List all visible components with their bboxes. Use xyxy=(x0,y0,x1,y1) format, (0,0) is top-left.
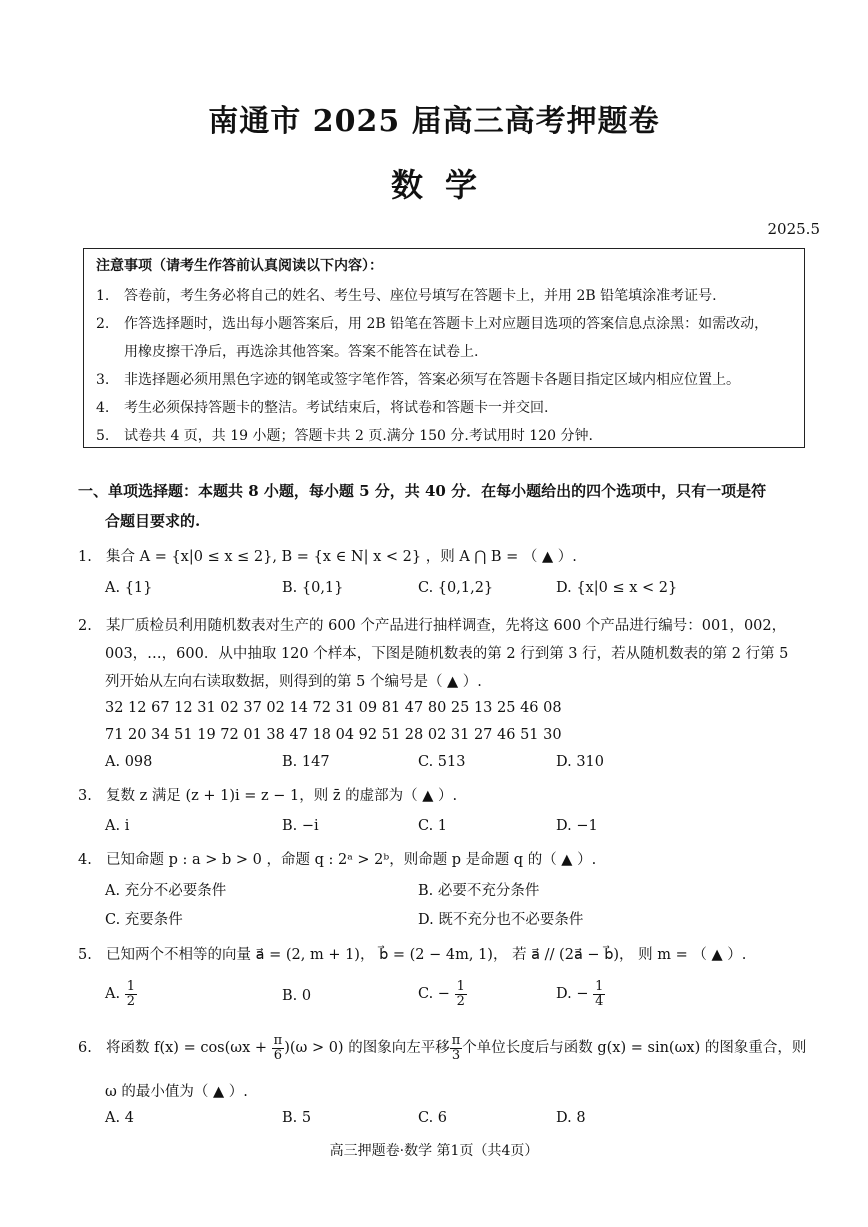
q3-option-b: B. −i xyxy=(282,818,319,834)
q2-option-d: D. 310 xyxy=(556,754,605,770)
q5-option-b: B. 0 xyxy=(282,988,312,1004)
q4-option-a: A. 充分不必要条件 xyxy=(105,883,227,899)
question-6-line: ω 的最小值为（ ▲ ）. xyxy=(105,1084,248,1100)
section-heading-cont: 合题目要求的. xyxy=(105,512,201,530)
page-footer: 高三押题卷·数学 第1页（共4页） xyxy=(329,1143,539,1159)
q6-option-d: D. 8 xyxy=(556,1110,586,1126)
section-heading: 一、单项选择题：本题共 8 小题，每小题 5 分，共 40 分．在每小题给出的四个选项中，只有一项是符 xyxy=(78,482,767,500)
notice-item: 1. 答卷前，考生务必将自己的姓名、考生号、座位号填写在答题卡上，并用 2B 铅笔填涂准考证号. xyxy=(96,288,717,304)
fraction: $\frac{\pi}{3}$ xyxy=(451,1033,461,1063)
fraction: $\frac{1}{2}$ xyxy=(126,979,135,1009)
random-table-row: 32 12 67 12 31 02 37 02 14 72 31 09 81 47 80 25 13 25 46 08 xyxy=(105,700,562,716)
notice-item: 4. 考生必须保持答题卡的整洁。考试结束后，将试卷和答题卡一并交回. xyxy=(96,400,549,416)
question-3: 3. 复数 z 满足 (z + 1)i = z − 1，则 z̄ 的虚部为（ ▲ ）. xyxy=(78,788,458,804)
exam-date: 2025.5 xyxy=(767,220,820,238)
q5-option-d: D. − $\frac{1}{4}$ xyxy=(556,979,604,1009)
notice-item: 3. 非选择题必须用黑色字迹的钢笔或签字笔作答，答案必须写在答题卡各题目指定区域内相应位置上。 xyxy=(96,372,740,388)
notice-item: 2. 作答选择题时，选出每小题答案后，用 2B 铅笔在答题卡上对应题目选项的答案信息点涂黑：如需改动， xyxy=(96,316,769,332)
q1-option-d: D. {x|0 ≤ x < 2} xyxy=(556,580,678,596)
q3-option-d: D. −1 xyxy=(556,818,598,834)
q4-option-b: B. 必要不充分条件 xyxy=(418,883,540,899)
page-title: 南通市 2025 届高三高考押题卷 xyxy=(208,104,660,139)
fraction: $\frac{\pi}{6}$ xyxy=(273,1033,283,1063)
q6-option-b: B. 5 xyxy=(282,1110,312,1126)
q3-option-c: C. 1 xyxy=(418,818,448,834)
q4-option-c: C. 充要条件 xyxy=(105,912,183,928)
random-table-row: 71 20 34 51 19 72 01 38 47 18 04 92 51 28 02 31 27 46 51 30 xyxy=(105,727,562,743)
q1-option-a: A. {1} xyxy=(105,580,153,596)
q3-option-a: A. i xyxy=(105,818,130,834)
q5-option-a: A. $\frac{1}{2}$ xyxy=(105,979,135,1009)
notice-heading: 注意事项（请考生作答前认真阅读以下内容）： xyxy=(96,258,383,274)
fraction: $\frac{1}{4}$ xyxy=(595,979,604,1009)
q1-option-b: B. {0,1} xyxy=(282,580,344,596)
q6-option-a: A. 4 xyxy=(105,1110,134,1126)
question-2-line: 列开始从左向右读取数据，则得到的第 5 个编号是（ ▲ ）. xyxy=(105,674,482,690)
question-6: 6. 将函数 f(x) = cos(ωx + $\frac{\pi}{6}$ )(ω > 0) 的图象向左平移 $\frac{\pi}{3}$ 个单位长度后与函数 g(x) = sin(ωx) 的图象重合，则 xyxy=(78,1033,807,1063)
notice-box xyxy=(83,248,805,448)
fraction: $\frac{1}{2}$ xyxy=(456,979,465,1009)
question-2: 2. 某厂质检员利用随机数表对生产的 600 个产品进行抽样调查，先将这 600 个产品进行编号：001，002， xyxy=(78,618,787,634)
q4-option-d: D. 既不充分也不必要条件 xyxy=(418,912,584,928)
q2-option-c: C. 513 xyxy=(418,754,466,770)
q5-option-c: C. − $\frac{1}{2}$ xyxy=(418,979,465,1009)
q6-option-c: C. 6 xyxy=(418,1110,448,1126)
notice-item: 5. 试卷共 4 页，共 19 小题；答题卡共 2 页.满分 150 分.考试用时 120 分钟. xyxy=(96,428,593,444)
q2-option-a: A. 098 xyxy=(105,754,153,770)
q2-option-b: B. 147 xyxy=(282,754,330,770)
question-5: 5. 已知两个不相等的向量 a⃗ = (2, m + 1)， b⃗ = (2 − 4m, 1)， 若 a⃗ // (2a⃗ − b⃗)， 则 m = （ ▲ ）. xyxy=(78,947,747,963)
question-2-line: 003，…，600．从中抽取 120 个样本，下图是随机数表的第 2 行到第 3 行，若从随机数表的第 2 行第 5 xyxy=(105,646,789,662)
question-4: 4. 已知命题 p : a > b > 0 ，命题 q : 2ᵃ > 2ᵇ，则命题 p 是命题 q 的（ ▲ ）. xyxy=(78,852,597,868)
notice-item: 用橡皮擦干净后，再选涂其他答案。答案不能答在试卷上. xyxy=(124,344,479,360)
subject-title: 数学 xyxy=(390,166,499,204)
question-1: 1. 集合 A = {x|0 ≤ x ≤ 2}, B = {x ∈ N| x < 2} ，则 A ⋂ B = （ ▲ ）. xyxy=(78,549,577,565)
q1-option-c: C. {0,1,2} xyxy=(418,580,494,596)
